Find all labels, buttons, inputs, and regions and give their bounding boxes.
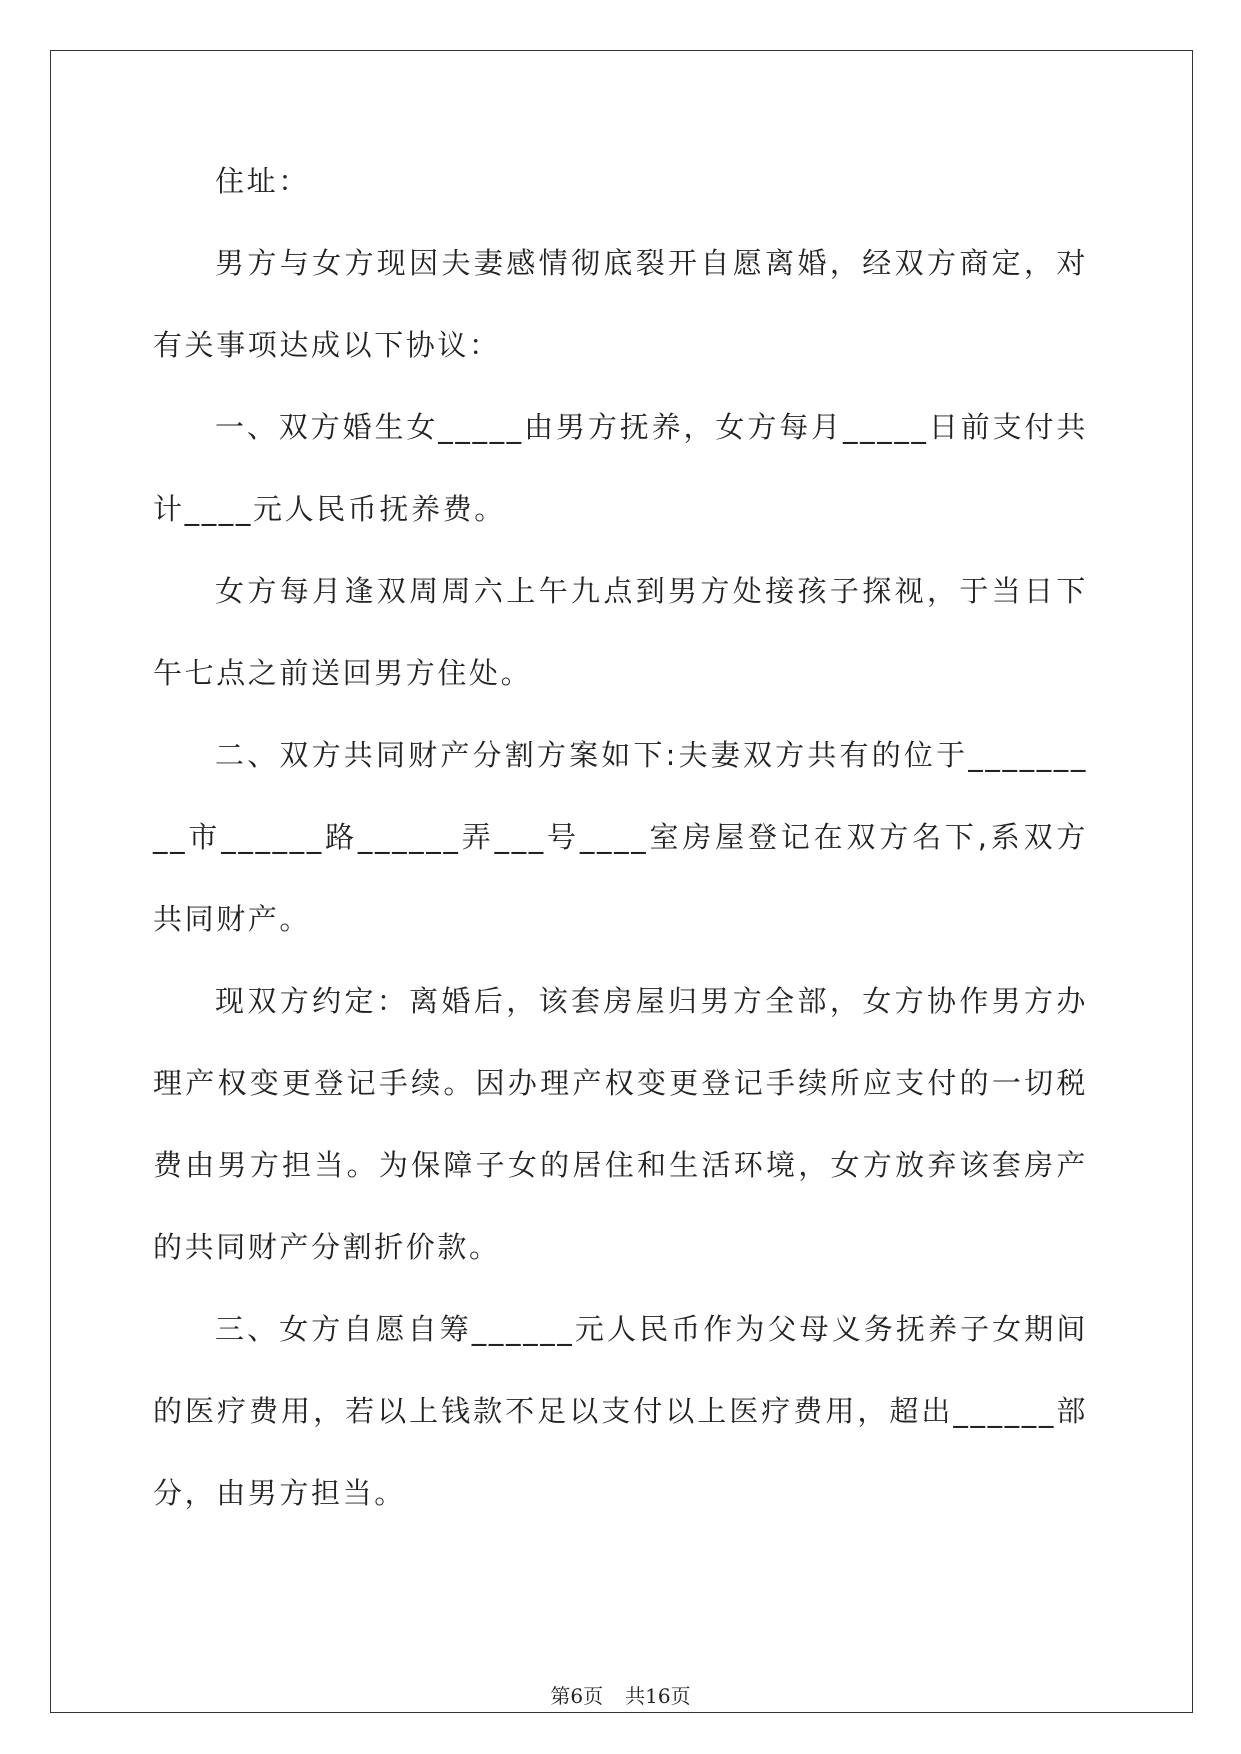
page-number-total: 共16页: [625, 1684, 691, 1708]
paragraph-intro: 男方与女方现因夫妻感情彻底裂开自愿离婚，经双方商定，对有关事项达成以下协议：: [153, 246, 1088, 362]
page-number-current: 第6页: [550, 1684, 604, 1708]
paragraph-property-agreement: 现双方约定：离婚后，该套房屋归男方全部，女方协作男方办理产权变更登记手续。因办理产权变更登记手续所应支付的一切税费由男方担当。为保障子女的居住和生活环境，女方放弃该套房产的共同财产分割折价款。: [153, 984, 1088, 1264]
paragraph-clause-2: 二、双方共同财产分割方案如下:夫妻双方共有的位于_________市______路______弄___号____室房屋登记在双方名下,系双方共同财产。: [153, 738, 1088, 936]
document-body: [153, 160, 1088, 1534]
paragraph-address: 住址：: [215, 164, 310, 198]
paragraph-clause-3: 三、女方自愿自筹______元人民币作为父母义务抚养子女期间的医疗费用，若以上钱款不足以支付以上医疗费用，超出______部分，由男方担当。: [153, 1312, 1088, 1510]
paragraph-visitation: 女方每月逢双周周六上午九点到男方处接孩子探视，于当日下午七点之前送回男方住处。: [153, 574, 1088, 690]
page-footer: [0, 1680, 1241, 1709]
paragraph-clause-1: 一、双方婚生女_____由男方抚养，女方每月_____日前支付共计____元人民币抚养费。: [153, 410, 1088, 526]
